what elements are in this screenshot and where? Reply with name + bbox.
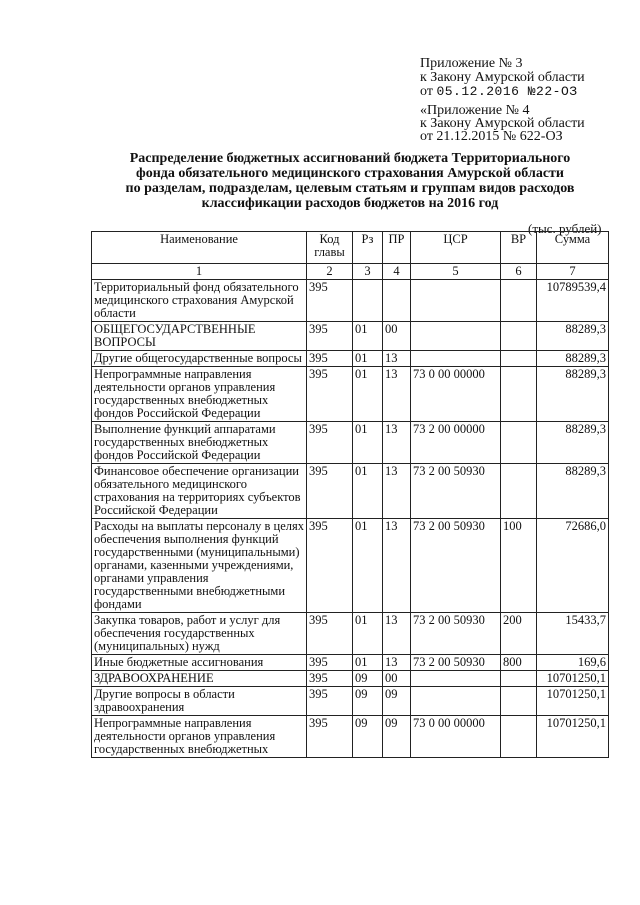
col-num: 2 bbox=[307, 264, 353, 280]
row-pr: 00 bbox=[383, 671, 411, 687]
row-sum: 10701250,1 bbox=[537, 687, 609, 716]
row-csr bbox=[411, 280, 501, 322]
table-row bbox=[92, 687, 609, 716]
row-name: Иные бюджетные ассигнования bbox=[92, 655, 307, 671]
title-line: по разделам, подразделам, целевым статьям и группам видов расходов bbox=[125, 181, 575, 196]
annex4-title: «Приложение № 4 bbox=[420, 103, 530, 118]
table-row bbox=[92, 671, 609, 687]
row-pr: 13 bbox=[383, 351, 411, 367]
row-kod: 395 bbox=[307, 280, 353, 322]
row-csr bbox=[411, 351, 501, 367]
row-kod: 395 bbox=[307, 671, 353, 687]
row-pr: 13 bbox=[383, 519, 411, 613]
document-title bbox=[90, 151, 610, 211]
row-rz: 01 bbox=[353, 351, 383, 367]
row-sum: 72686,0 bbox=[537, 519, 609, 613]
annex3-title: Приложение № 3 bbox=[420, 56, 523, 71]
row-name: Финансовое обеспечение организации обязательного медицинского страхования на территориях субъектов Российской Федерации bbox=[92, 464, 307, 519]
table-row bbox=[92, 716, 609, 758]
row-name: ОБЩЕГОСУДАРСТВЕННЫЕ ВОПРОСЫ bbox=[92, 322, 307, 351]
row-sum: 10789539,4 bbox=[537, 280, 609, 322]
row-kod: 395 bbox=[307, 655, 353, 671]
annex4-date: от 21.12.2015 № 622-ОЗ bbox=[420, 129, 563, 144]
row-kod: 395 bbox=[307, 464, 353, 519]
col-num: 6 bbox=[501, 264, 537, 280]
row-rz: 01 bbox=[353, 367, 383, 422]
table-row bbox=[92, 422, 609, 464]
row-name: Выполнение функций аппаратами государственных внебюджетных фондов Российской Федерации bbox=[92, 422, 307, 464]
header-pr: ПР bbox=[383, 232, 411, 264]
header-kod: Код главы bbox=[307, 232, 353, 264]
units-label: (тыс. рублей) bbox=[528, 221, 602, 236]
row-csr: 73 0 00 00000 bbox=[411, 367, 501, 422]
row-vr bbox=[501, 716, 537, 758]
col-num: 3 bbox=[353, 264, 383, 280]
row-kod: 395 bbox=[307, 716, 353, 758]
title-line: классификации расходов бюджетов на 2016 год bbox=[201, 196, 499, 211]
row-vr bbox=[501, 322, 537, 351]
row-vr bbox=[501, 351, 537, 367]
row-pr: 13 bbox=[383, 464, 411, 519]
row-name: Непрограммные направления деятельности органов управления государственных внебюджетных фондов Российской Федерации bbox=[92, 367, 307, 422]
row-kod: 395 bbox=[307, 322, 353, 351]
col-num: 5 bbox=[411, 264, 501, 280]
row-sum: 88289,3 bbox=[537, 367, 609, 422]
header-sum: Сумма bbox=[537, 232, 609, 264]
row-vr: 200 bbox=[501, 613, 537, 655]
annex3-date: 05.12.2016 №22-ОЗ bbox=[436, 84, 578, 99]
row-csr bbox=[411, 671, 501, 687]
annex3-law: к Закону Амурской области bbox=[420, 70, 585, 85]
row-vr bbox=[501, 280, 537, 322]
row-rz: 01 bbox=[353, 422, 383, 464]
row-kod: 395 bbox=[307, 519, 353, 613]
row-kod: 395 bbox=[307, 613, 353, 655]
row-csr bbox=[411, 687, 501, 716]
row-rz: 01 bbox=[353, 613, 383, 655]
row-kod: 395 bbox=[307, 351, 353, 367]
table-row bbox=[92, 280, 609, 322]
annex3-date-prefix: от bbox=[420, 84, 433, 99]
row-vr: 800 bbox=[501, 655, 537, 671]
row-sum: 88289,3 bbox=[537, 322, 609, 351]
table-row bbox=[92, 519, 609, 613]
table-row bbox=[92, 613, 609, 655]
row-sum: 10701250,1 bbox=[537, 716, 609, 758]
col-num: 4 bbox=[383, 264, 411, 280]
row-rz bbox=[353, 280, 383, 322]
table-header-row bbox=[92, 232, 609, 264]
table-row bbox=[92, 322, 609, 351]
row-kod: 395 bbox=[307, 687, 353, 716]
row-rz: 09 bbox=[353, 671, 383, 687]
row-sum: 169,6 bbox=[537, 655, 609, 671]
row-rz: 01 bbox=[353, 519, 383, 613]
row-pr: 09 bbox=[383, 687, 411, 716]
row-csr: 73 2 00 50930 bbox=[411, 519, 501, 613]
row-name: Расходы на выплаты персоналу в целях обеспечения выполнения функций государственными (муниципальными) органами, казенными учреждениями, органами управления государственными внебюджетными фондами bbox=[92, 519, 307, 613]
row-pr: 13 bbox=[383, 367, 411, 422]
row-sum: 10701250,1 bbox=[537, 671, 609, 687]
table-row bbox=[92, 464, 609, 519]
table-row bbox=[92, 351, 609, 367]
column-number-row bbox=[92, 264, 609, 280]
row-name: Непрограммные направления деятельности органов управления государственных внебюджетных bbox=[92, 716, 307, 758]
row-kod: 395 bbox=[307, 422, 353, 464]
row-pr: 13 bbox=[383, 422, 411, 464]
row-rz: 01 bbox=[353, 322, 383, 351]
row-csr: 73 0 00 00000 bbox=[411, 716, 501, 758]
title-line: фонда обязательного медицинского страхования Амурской области bbox=[136, 166, 564, 181]
header-rz: Рз bbox=[353, 232, 383, 264]
row-pr: 13 bbox=[383, 613, 411, 655]
row-sum: 88289,3 bbox=[537, 464, 609, 519]
col-num: 1 bbox=[92, 264, 307, 280]
row-kod: 395 bbox=[307, 367, 353, 422]
row-csr: 73 2 00 50930 bbox=[411, 655, 501, 671]
row-pr bbox=[383, 280, 411, 322]
row-pr: 09 bbox=[383, 716, 411, 758]
annex4-law: к Закону Амурской области bbox=[420, 116, 585, 131]
row-name: Закупка товаров, работ и услуг для обеспечения государственных (муниципальных) нужд bbox=[92, 613, 307, 655]
row-sum: 88289,3 bbox=[537, 351, 609, 367]
header-vr: ВР bbox=[501, 232, 537, 264]
row-rz: 09 bbox=[353, 687, 383, 716]
row-name: Территориальный фонд обязательного медицинского страхования Амурской области bbox=[92, 280, 307, 322]
row-rz: 01 bbox=[353, 464, 383, 519]
row-vr bbox=[501, 687, 537, 716]
row-sum: 15433,7 bbox=[537, 613, 609, 655]
row-csr: 73 2 00 50930 bbox=[411, 464, 501, 519]
row-name: Другие общегосударственные вопросы bbox=[92, 351, 307, 367]
table-row bbox=[92, 655, 609, 671]
row-rz: 09 bbox=[353, 716, 383, 758]
row-csr: 73 2 00 00000 bbox=[411, 422, 501, 464]
row-vr bbox=[501, 422, 537, 464]
row-csr bbox=[411, 322, 501, 351]
row-vr bbox=[501, 367, 537, 422]
table-row bbox=[92, 367, 609, 422]
annex3-date-line bbox=[420, 84, 578, 99]
row-name: Другие вопросы в области здравоохранения bbox=[92, 687, 307, 716]
row-pr: 00 bbox=[383, 322, 411, 351]
row-csr: 73 2 00 50930 bbox=[411, 613, 501, 655]
title-line: Распределение бюджетных ассигнований бюджета Территориального bbox=[129, 151, 571, 166]
row-rz: 01 bbox=[353, 655, 383, 671]
row-name: ЗДРАВООХРАНЕНИЕ bbox=[92, 671, 307, 687]
row-sum: 88289,3 bbox=[537, 422, 609, 464]
col-num: 7 bbox=[537, 264, 609, 280]
budget-table bbox=[91, 231, 609, 758]
row-vr bbox=[501, 671, 537, 687]
header-name: Наименование bbox=[92, 232, 307, 264]
row-vr: 100 bbox=[501, 519, 537, 613]
row-pr: 13 bbox=[383, 655, 411, 671]
row-vr bbox=[501, 464, 537, 519]
header-csr: ЦСР bbox=[411, 232, 501, 264]
